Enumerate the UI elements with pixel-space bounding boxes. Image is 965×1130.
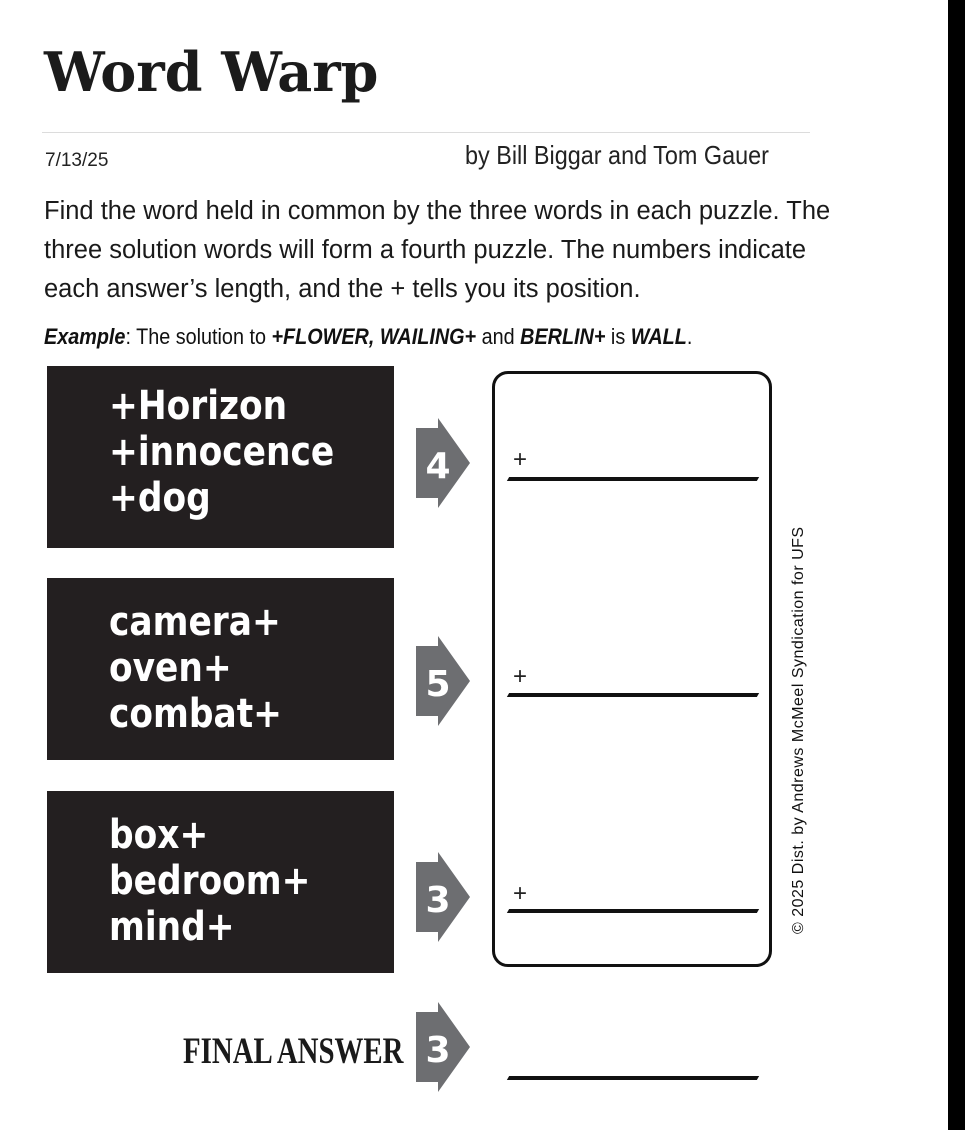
length-arrow-3: [416, 852, 470, 942]
example-word-1: +FLOWER,: [271, 324, 375, 349]
title-divider: [42, 132, 810, 133]
example-word-3: BERLIN+: [520, 324, 606, 349]
example-word-2: WAILING+: [379, 324, 477, 349]
copyright-notice: © 2025 Dist. by Andrews McMeel Syndication for UFS: [790, 526, 807, 934]
length-arrow-1: [416, 418, 470, 508]
clue-word: bedroom+: [109, 858, 311, 904]
example-answer: WALL: [630, 324, 687, 349]
position-plus-3: +: [513, 880, 528, 907]
answer-blank-3[interactable]: [507, 909, 759, 913]
final-length-arrow: [416, 1002, 470, 1092]
example-label: Example: [44, 324, 126, 349]
final-answer-label: FINAL ANSWER: [183, 1031, 404, 1072]
byline: by Bill Biggar and Tom Gauer: [465, 140, 769, 170]
clue-word: +dog: [109, 475, 211, 521]
answer-blank-1[interactable]: [507, 477, 759, 481]
position-plus-2: +: [513, 663, 528, 690]
clue-box-1: [47, 366, 394, 548]
clue-box-2: [47, 578, 394, 760]
instructions-line-1: Find the word held in common by the three words in each puzzle. The: [44, 197, 831, 225]
clue-word: +innocence: [109, 429, 335, 475]
instructions-line-2: three solution words will form a fourth puzzle. The numbers indicate: [44, 236, 807, 264]
example-is: is: [605, 324, 626, 349]
final-answer-blank[interactable]: [507, 1076, 759, 1080]
example-line: [44, 324, 692, 350]
instructions: [44, 192, 844, 312]
length-number: 4: [425, 446, 451, 487]
example-end: .: [686, 324, 693, 349]
clue-word: combat+: [109, 691, 282, 737]
example-and: and: [476, 324, 521, 349]
length-arrow-2: [416, 636, 470, 726]
clue-word: mind+: [109, 904, 235, 950]
answer-blank-2[interactable]: [507, 693, 759, 697]
length-number: 5: [425, 664, 451, 705]
example-text-1: : The solution to: [125, 324, 272, 349]
clue-word: +Horizon: [109, 383, 288, 429]
length-number: 3: [425, 880, 451, 921]
clue-word: camera+: [109, 599, 281, 645]
right-edge-bar: [948, 0, 965, 1130]
instructions-line-3: each answer’s length, and the + tells you its position.: [44, 275, 641, 303]
answer-panel: [492, 371, 772, 967]
length-number: 3: [425, 1030, 451, 1071]
position-plus-1: +: [513, 446, 528, 473]
clue-word: box+: [109, 812, 209, 858]
puzzle-title: Word Warp: [44, 40, 379, 104]
clue-word: oven+: [109, 645, 232, 691]
puzzle-date: 7/13/25: [45, 150, 109, 171]
clue-box-3: [47, 791, 394, 973]
